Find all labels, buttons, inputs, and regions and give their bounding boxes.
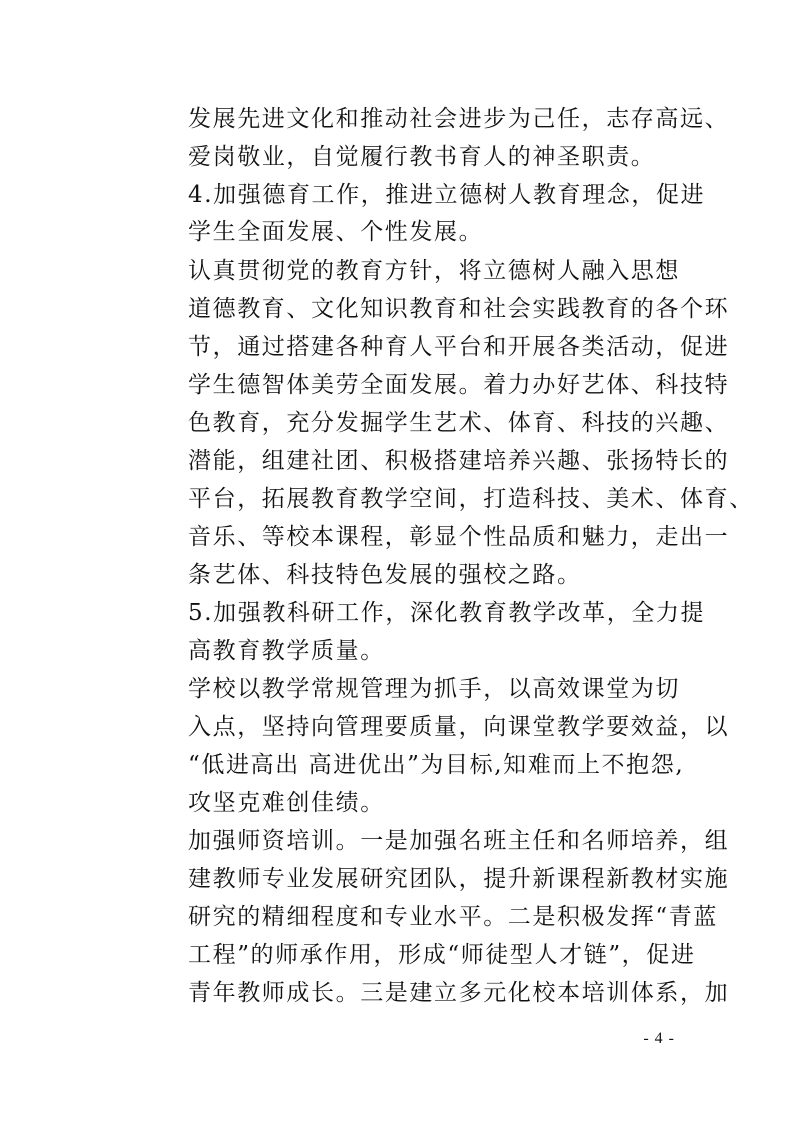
text-line: 青年教师成长。三是建立多元化校本培训体系，加 (188, 980, 730, 1006)
text-line: “低进高出 高进优出”为目标,知难而上不抱怨, (188, 752, 685, 778)
text-line: 音乐、等校本课程，彰显个性品质和魅力，走出一 (188, 524, 730, 550)
text-line: 色教育，充分发掘学生艺术、体育、科技的兴趣、 (188, 410, 730, 436)
text-line: 加强师资培训。一是加强名班主任和名师培养，组 (188, 828, 730, 854)
text-line: 入点，坚持向管理要质量，向课堂教学要效益，以 (188, 714, 730, 740)
text-line: 道德教育、文化知识教育和社会实践教育的各个环 (188, 296, 730, 322)
text-line: 攻坚克难创佳绩。 (188, 790, 385, 816)
text-line: 平台，拓展教育教学空间，打造科技、美术、体育、 (188, 486, 754, 512)
text-line: 4.加强德育工作，推进立德树人教育理念，促进 (188, 182, 706, 208)
text-line: 建教师专业发展研究团队，提升新课程新教材实施 (188, 866, 730, 892)
text-line: 学生全面发展、个性发展。 (188, 219, 484, 245)
text-line: 潜能，组建社团、积极搭建培养兴趣、张扬特长的 (188, 448, 730, 474)
text-line: 高教育教学质量。 (188, 638, 385, 664)
text-line: 认真贯彻党的教育方针，将立德树人融入思想 (188, 258, 680, 284)
text-line: 工程”的师承作用，形成“师徒型人才链”，促进 (188, 942, 696, 968)
text-line: 5.加强教科研工作，深化教育教学改革，全力提 (188, 600, 706, 626)
text-line: 学校以教学常规管理为抓手，以高效课堂为切 (188, 676, 680, 702)
text-line: 研究的精细程度和专业水平。二是积极发挥“青蓝 (188, 904, 718, 930)
text-line: 爱岗敬业，自觉履行教书育人的神圣职责。 (188, 144, 656, 170)
text-line: 学生德智体美劳全面发展。着力办好艺体、科技特 (188, 372, 730, 398)
text-line: 发展先进文化和推动社会进步为己任，志存高远、 (188, 106, 730, 132)
page-number: - 4 - (643, 1030, 675, 1047)
text-line: 条艺体、科技特色发展的强校之路。 (188, 562, 582, 588)
text-line: 节，通过搭建各种育人平台和开展各类活动，促进 (188, 334, 730, 360)
